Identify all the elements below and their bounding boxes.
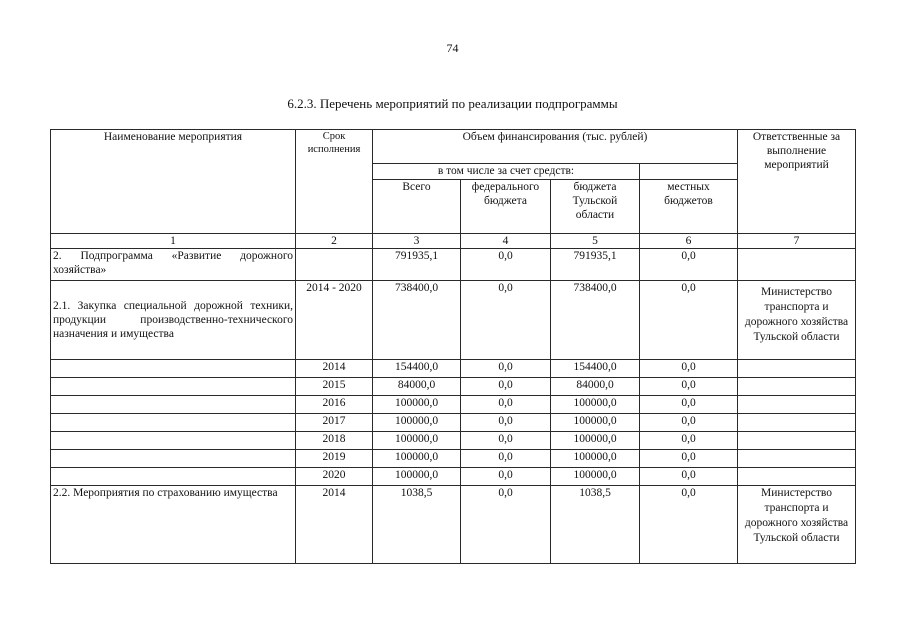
federal-cell: 0,0 (461, 450, 551, 468)
activity-name: 2.1. Закупка специальной дорожной техники, продукции производственно-технического назначения и имущества (51, 281, 296, 360)
local-cell: 0,0 (640, 360, 738, 378)
header-local: местных бюджетов (640, 180, 738, 234)
regional-cell: 100000,0 (551, 432, 640, 450)
page-number: 74 (446, 41, 459, 55)
header-name: Наименование мероприятия (51, 130, 296, 234)
header-term: Срок исполнения (296, 130, 373, 234)
column-number: 4 (461, 234, 551, 249)
header-financing: Объем финансирования (тыс. рублей) (373, 130, 738, 164)
responsible-cell: Министерство транспорта и дорожного хозяйства Тульской области (738, 486, 856, 564)
activity-name (51, 432, 296, 450)
term-cell: 2017 (296, 414, 373, 432)
activity-name: 2. Подпрограмма «Развитие дорожного хозяйства» (51, 249, 296, 281)
regional-cell: 738400,0 (551, 281, 640, 360)
column-numbers-row (51, 234, 856, 249)
column-number: 5 (551, 234, 640, 249)
activity-name (51, 396, 296, 414)
total-cell: 100000,0 (373, 432, 461, 450)
federal-cell: 0,0 (461, 378, 551, 396)
header-including: в том числе за счет средств: (373, 164, 640, 180)
column-number: 2 (296, 234, 373, 249)
local-cell: 0,0 (640, 396, 738, 414)
table-row (51, 450, 856, 468)
header-responsible: Ответственные за выполнение мероприятий (738, 130, 856, 234)
table-row (51, 396, 856, 414)
term-cell: 2019 (296, 450, 373, 468)
regional-cell: 100000,0 (551, 396, 640, 414)
term-cell: 2018 (296, 432, 373, 450)
regional-cell: 100000,0 (551, 450, 640, 468)
table-row (51, 414, 856, 432)
federal-cell: 0,0 (461, 249, 551, 281)
responsible-cell (738, 378, 856, 396)
term-cell: 2015 (296, 378, 373, 396)
term-cell: 2014 (296, 486, 373, 564)
responsible-cell: Министерство транспорта и дорожного хозяйства Тульской области (738, 281, 856, 360)
regional-cell: 1038,5 (551, 486, 640, 564)
header-total: Всего (373, 180, 461, 234)
column-number: 7 (738, 234, 856, 249)
federal-cell: 0,0 (461, 414, 551, 432)
regional-cell: 84000,0 (551, 378, 640, 396)
total-cell: 100000,0 (373, 468, 461, 486)
term-cell: 2020 (296, 468, 373, 486)
term-cell: 2014 - 2020 (296, 281, 373, 360)
table-row (51, 378, 856, 396)
regional-cell: 100000,0 (551, 414, 640, 432)
responsible-cell (738, 468, 856, 486)
activity-name (51, 450, 296, 468)
regional-cell: 154400,0 (551, 360, 640, 378)
activity-name (51, 468, 296, 486)
local-cell: 0,0 (640, 468, 738, 486)
local-cell: 0,0 (640, 450, 738, 468)
total-cell: 100000,0 (373, 414, 461, 432)
table-row (51, 249, 856, 281)
term-cell: 2014 (296, 360, 373, 378)
total-cell: 84000,0 (373, 378, 461, 396)
local-cell: 0,0 (640, 414, 738, 432)
local-cell: 0,0 (640, 486, 738, 564)
total-cell: 100000,0 (373, 396, 461, 414)
federal-cell: 0,0 (461, 432, 551, 450)
local-cell: 0,0 (640, 249, 738, 281)
activity-name (51, 360, 296, 378)
column-number: 6 (640, 234, 738, 249)
federal-cell: 0,0 (461, 486, 551, 564)
table-row (51, 486, 856, 564)
table-row (51, 468, 856, 486)
regional-cell: 791935,1 (551, 249, 640, 281)
total-cell: 1038,5 (373, 486, 461, 564)
table-row (51, 281, 856, 360)
local-cell: 0,0 (640, 281, 738, 360)
header-federal: федерального бюджета (461, 180, 551, 234)
responsible-cell (738, 249, 856, 281)
activity-name (51, 414, 296, 432)
term-cell: 2016 (296, 396, 373, 414)
column-number: 1 (51, 234, 296, 249)
column-number: 3 (373, 234, 461, 249)
federal-cell: 0,0 (461, 396, 551, 414)
term-cell (296, 249, 373, 281)
header-regional: бюджета Тульской области (551, 180, 640, 234)
local-cell: 0,0 (640, 432, 738, 450)
total-cell: 154400,0 (373, 360, 461, 378)
responsible-cell (738, 414, 856, 432)
total-cell: 738400,0 (373, 281, 461, 360)
responsible-cell (738, 432, 856, 450)
total-cell: 100000,0 (373, 450, 461, 468)
responsible-cell (738, 396, 856, 414)
total-cell: 791935,1 (373, 249, 461, 281)
financing-table (50, 129, 856, 564)
responsible-cell (738, 360, 856, 378)
section-heading: 6.2.3. Перечень мероприятий по реализации подпрограммы (287, 96, 618, 111)
federal-cell: 0,0 (461, 360, 551, 378)
federal-cell: 0,0 (461, 281, 551, 360)
activity-name (51, 378, 296, 396)
federal-cell: 0,0 (461, 468, 551, 486)
responsible-cell (738, 450, 856, 468)
local-cell: 0,0 (640, 378, 738, 396)
regional-cell: 100000,0 (551, 468, 640, 486)
table-row (51, 360, 856, 378)
table-row (51, 432, 856, 450)
activity-name: 2.2. Мероприятия по страхованию имущества (51, 486, 296, 564)
